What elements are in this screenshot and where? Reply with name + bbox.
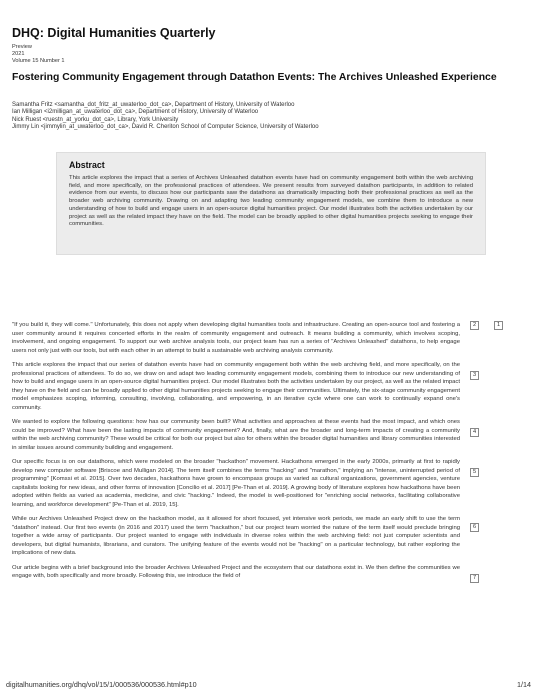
print-page-number: 1/14 — [517, 680, 531, 689]
paragraph-number[interactable]: 2 — [470, 321, 479, 330]
author-list — [12, 102, 527, 132]
author-line: Nick Ruest <ruestn_at_yorku_dot_ca>, Library, York University — [12, 116, 179, 123]
paragraph-text: Our article begins with a brief background into the broader Archives Unleashed Project and the ecosystem that our datathons exist in. We then define the communities we engage with, both specifically and more broadly. Following this, we introduce the field of — [12, 564, 460, 579]
paragraph — [12, 418, 477, 452]
journal-title[interactable]: DHQ: Digital Humanities Quarterly — [12, 26, 216, 40]
paragraph — [12, 564, 477, 581]
paragraph — [12, 515, 477, 558]
paragraph-text: Our specific focus is on our datathons, which were modeled on the broader "hackathon" movement. Hackathons emerged in the early 2000s, primarily at first to rapidly develop new computer software [Briscoe and Mulligan 2014]. The term itself combines the terms "hacking" and "marathon," implying an "intense, uninterrupted period of programming" [Komssi et al. 2015]. Over two decades, hackathons have grown to encompass groups as varied as cultural organizations, government agencies, venture capitalists looking for new ideas, and other forms of innovation [Concilio et al. 2017] [Pe-Than et al. 2019]. A growing body of literature explores how hackathons have been adopted within fields as varied as academia, medicine, and civic "hacking." Indeed, the model is well-positioned for "enriching social networks, facilitating collaborative learning, and workforce development" [Pe-Than et al. 2019, 15]. — [12, 459, 460, 508]
paragraph-text: This article explores the impact that our series of datathon events have had on community engagement both within the web archiving field, and more specifically, on the professional practices of attendees. To do so, we draw on and adapt two leading community engagement models, combining them to introduce our new understanding of how to build and engage users in an open-source digital humanities project. Our model illustrates both the activities undertaken by our project, as well as the related impact they have on the field and can be broadly applied to other digital humanities projects seeking to engage their communities. Ultimately, the six-stage community engagement model emphasizes scoping, informing, consulting, involving, collaborating, and empowering, in an iterative cycle where one can work to continually expand one's community. — [12, 362, 460, 411]
issue-meta — [12, 44, 65, 64]
paragraph — [12, 361, 477, 412]
author-line: Ian Milligan <i2milligan_at_uwaterloo_dot_ca>, Department of History, University of Waterloo — [12, 109, 259, 116]
paragraph-number[interactable]: 5 — [470, 468, 479, 477]
paragraph — [12, 321, 501, 355]
paragraph-number[interactable]: 4 — [470, 428, 479, 437]
paragraph-anchor-number[interactable]: 1 — [494, 321, 503, 330]
article-body — [12, 321, 501, 587]
paragraph — [12, 458, 477, 509]
author-line: Jimmy Lin <jimmylin_at_uwaterloo_dot_ca>, David R. Cheriton School of Computer Science, University of Waterloo — [12, 124, 319, 131]
paragraph-text: While our Archives Unleashed Project drew on the hackathon model, as it allowed for short focused, yet intensive work periods, we made an early shift to use the term "datathon" instead. Our first two events (in 2016 and 2017) used the term "hackathon," but our project team worried the nature of the term itself would preclude bringing together a wide array of participants. Our project wanted to engage with individuals in diverse roles within the web archiving field: not just computer scientists and developers, but digital humanists, librarians, and curators. The unifying feature of the events would not be "hacking" on a particular technology, but rather exploring the implications of new data. — [12, 516, 460, 556]
paragraph-number[interactable]: 6 — [470, 523, 479, 532]
author-line: Samantha Fritz <samantha_dot_fritz_at_uwaterloo_dot_ca>, Department of History, University of Waterloo — [12, 102, 295, 108]
abstract-box — [56, 152, 486, 255]
paragraph-text: We wanted to explore the following questions: how has our community been built? What activities and approaches at these events had the most impact, and which ones could be improved? What have been the lasting impacts of community engagement? And, finally, what are the broader and long-term impacts of creating a community within the web archiving community? These would be critical for both our project but also for others within the broader digital humanities and library communities interested in similar issues around community building and engagement. — [12, 419, 460, 451]
article-title: Fostering Community Engagement through Datathon Events: The Archives Unleashed Experience — [12, 72, 497, 83]
paragraph-number[interactable]: 7 — [470, 574, 479, 583]
abstract-heading: Abstract — [69, 160, 105, 170]
paragraph-number[interactable]: 3 — [470, 371, 479, 380]
issue-year[interactable]: 2021 — [12, 50, 25, 57]
issue-volume[interactable]: Volume 15 Number 1 — [12, 57, 65, 64]
abstract-text: This article explores the impact that a series of Archives Unleashed datathon events have had on community engagement both within the web archiving field, and more specifically, on the professional practices of attendees. We present results from surveyed datathon participants, in addition to related evidence from our events, to discuss how our participants saw the datathons as dramatically impacting both their professional practices as well as the broader web archiving community. Drawing on and adapting two leading community engagement models, we combine them to introduce a new understanding of how to build and engage users in an open-source digital humanities project. Our model illustrates both the activities undertaken by our project as well as the related impact they have on the field. The model can be broadly applied to other digital humanities projects seeking to engage their communities. — [69, 175, 473, 228]
issue-status: Preview — [12, 44, 32, 50]
paragraph-text: "If you build it, they will come." Unfortunately, this does not apply when developing digital humanities tools and infrastructure. Creating an open-source tool and fostering a user community around it requires concerted efforts in the realm of community engagement and outreach. It means building a community, which involves scoping, involvement, and ongoing engagement. To support our web archive analysis tools, our project team has run a series of "Archives Unleashed" datathons, to help engage users not only just with our tools, but with each other in an attempt to build a sustainable web archiving analysis community. — [12, 322, 460, 354]
print-url: digitalhumanities.org/dhq/vol/15/1/000536/000536.html#p10 — [6, 680, 197, 689]
